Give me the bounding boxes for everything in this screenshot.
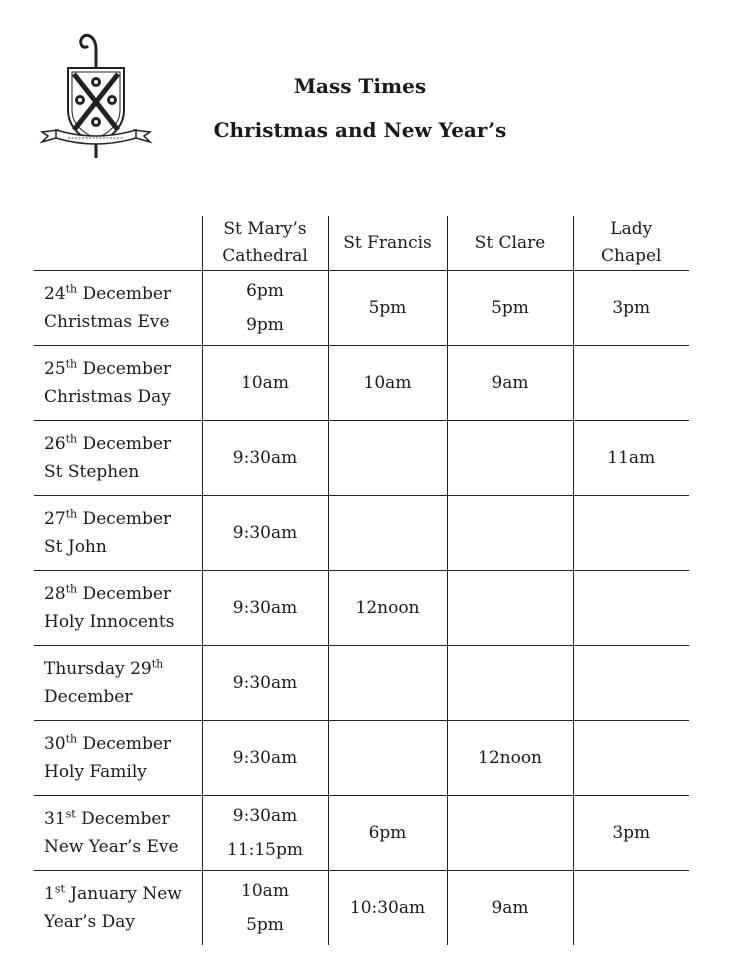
mass-time: 9am [491,373,529,393]
table-row [34,421,689,496]
mass-time-cell [573,796,689,871]
day-label: 31st December New Year’s Eve [34,796,202,871]
mass-time-cell [202,721,328,796]
mass-time: 5pm [368,298,407,318]
mass-time-cell [328,496,447,571]
mass-time: 10am [241,881,289,901]
mass-time: 9:30am [232,806,298,826]
day-label: 27th December St John [34,496,202,571]
mass-time-cell [328,571,447,646]
mass-time: 12noon [355,598,420,618]
mass-time-cell [328,871,447,946]
column-header: Lady Chapel [573,216,689,271]
mass-time-cell [573,271,689,346]
day-label: 1st January New Year’s Day [44,882,182,932]
day-label: 26th December St Stephen [34,421,202,496]
mass-time: 9:30am [232,598,298,618]
mass-time: 9:30am [232,748,298,768]
mass-time-cell [573,721,689,796]
column-header: St Mary’s Cathedral [202,216,328,271]
table-row [34,571,689,646]
day-label: 28th December Holy Innocents [34,571,202,646]
mass-time-cell [573,571,689,646]
mass-time-cell [447,346,573,421]
mass-time: 12noon [478,748,542,768]
mass-time-cell [447,721,573,796]
mass-time: 9pm [246,315,284,335]
mass-time: 9:30am [232,673,298,693]
mass-time: 10am [363,373,412,393]
table-body [34,271,689,946]
mass-time: 6pm [368,823,407,843]
mass-time-cell [328,796,447,871]
mass-time-cell [573,646,689,721]
mass-time: 5pm [246,915,284,935]
mass-time-cell [447,496,573,571]
mass-time-cell [202,571,328,646]
mass-time: 11:15pm [227,840,303,860]
day-label: 30th December Holy Family [34,721,202,796]
mass-time-cell [447,271,573,346]
mass-time: 11am [607,448,656,468]
mass-time-cell [447,571,573,646]
mass-time: 9:30am [232,448,298,468]
mass-time-cell [202,496,328,571]
mass-time-cell [573,421,689,496]
mass-time-cell [202,421,328,496]
mass-times-table [34,216,689,945]
mass-time-cell [202,796,328,871]
mass-time-cell [328,721,447,796]
day-label: 24th December Christmas Eve [34,271,202,346]
header-corner [34,216,202,271]
table-row [34,796,689,871]
mass-time-cell [573,871,689,946]
day-label: Thursday 29th December [34,646,202,721]
mass-time-cell [328,646,447,721]
table-row [34,346,689,421]
mass-time: 3pm [612,823,651,843]
mass-time: 3pm [612,298,651,318]
table-row [34,646,689,721]
mass-time-cell [447,421,573,496]
mass-time-cell [447,871,573,946]
mass-time-cell [202,346,328,421]
mass-time-cell [328,421,447,496]
mass-time-cell [447,646,573,721]
diocesan-crest-icon [38,30,154,164]
table-header-row [34,216,689,271]
table-row [34,496,689,571]
mass-time-cell [573,346,689,421]
column-header: St Clare [447,216,573,271]
mass-time: 5pm [491,298,529,318]
mass-time-cell [202,871,328,946]
mass-time: 9am [491,898,529,918]
mass-time-cell [202,271,328,346]
table-row [34,721,689,796]
mass-time: 10:30am [349,898,426,918]
page-title: Mass Times [293,74,427,98]
day-label: 25th December Christmas Day [34,346,202,421]
mass-time: 6pm [246,281,284,301]
mass-time-cell [328,271,447,346]
column-header: St Francis [328,216,447,271]
mass-time-cell [573,496,689,571]
mass-time-cell [202,646,328,721]
table-row [34,871,689,946]
table-row [34,271,689,346]
page-subtitle: Christmas and New Year’s [213,118,507,142]
mass-time-cell [328,346,447,421]
mass-time-cell [447,796,573,871]
mass-time: 9:30am [232,523,298,543]
mass-time: 10am [241,373,289,393]
